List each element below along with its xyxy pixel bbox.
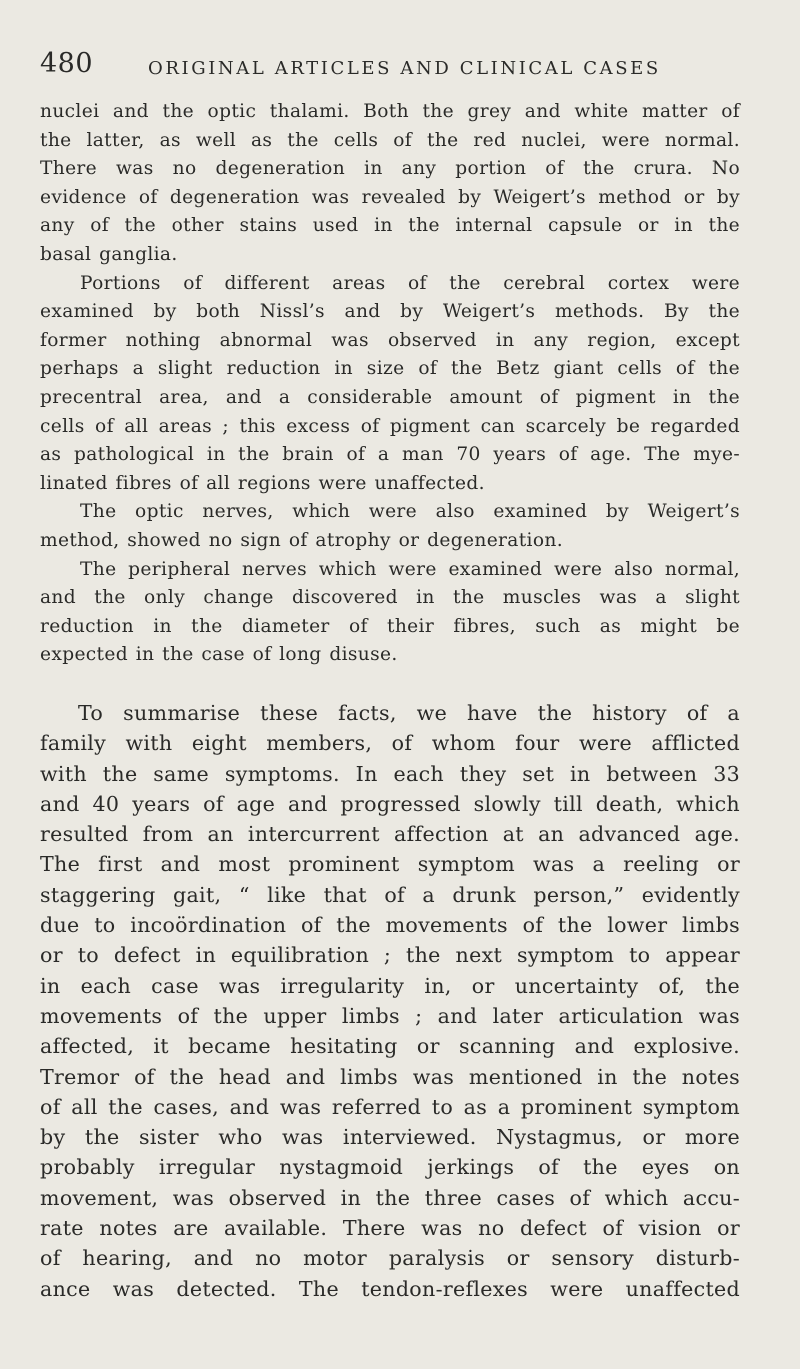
text-line: rate notes are available. There was no defect of vision or: [40, 1216, 740, 1241]
text-line: nuclei and the optic thalami. Both the grey and white matter of: [40, 101, 740, 122]
text-line: staggering gait, “ like that of a drunk person,” evidently: [40, 882, 740, 907]
text-line: Tremor of the head and limbs was mentioned in the notes: [40, 1064, 740, 1089]
text-line: movements of the upper limbs ; and later articulation was: [40, 1003, 740, 1028]
text-line: cells of all areas ; this excess of pigment can scarcely be regarded: [40, 415, 740, 437]
text-line: with the same symptoms. In each they set in between 33: [40, 761, 740, 786]
text-line: linated fibres of all regions were unaffected.: [40, 472, 485, 494]
text-line: The first and most prominent symptom was a reeling or: [40, 852, 740, 877]
paragraph-peripheral-nerves: [40, 556, 740, 670]
text-line: the latter, as well as the cells of the red nuclei, were normal.: [40, 129, 740, 151]
text-line: reduction in the diameter of their fibres, such as might be: [40, 615, 740, 637]
text-line: due to incoördination of the movements of the lower limbs: [40, 913, 740, 938]
paragraph-cerebral-cortex: [40, 270, 740, 499]
text-line: or to defect in equilibration ; the next symptom to appear: [40, 943, 740, 968]
text-line: any of the other stains used in the internal capsule or in the: [40, 215, 740, 237]
text-line: ance was detected. The tendon-reflexes were unaffected: [40, 1276, 740, 1301]
text-line: family with eight members, of whom four were afflicted: [40, 731, 740, 756]
page-number: 480: [40, 48, 94, 79]
paragraph-continued: [40, 98, 740, 270]
text-line: resulted from an intercurrent affection at an advanced age.: [40, 822, 740, 847]
text-line: former nothing abnormal was observed in any region, except: [40, 329, 740, 351]
text-line: expected in the case of long disuse.: [40, 644, 398, 666]
text-line: of all the cases, and was referred to as a prominent symptom: [40, 1094, 740, 1119]
text-line: of hearing, and no motor paralysis or sensory disturb-: [40, 1246, 740, 1271]
text-line: movement, was observed in the three cases of which accu-: [40, 1185, 740, 1210]
body-text-summary: [40, 698, 740, 1304]
text-line: examined by both Nissl’s and by Weigert’s methods. By the: [40, 301, 740, 323]
paragraph-optic-nerves: [40, 498, 740, 555]
body-text-upper: [40, 98, 740, 670]
text-line: The peripheral nerves which were examined were also normal,: [80, 558, 740, 580]
text-line: To summarise these facts, we have the history of a: [78, 701, 740, 725]
running-head: ORIGINAL ARTICLES AND CLINICAL CASES: [148, 58, 661, 79]
page-header: [40, 48, 752, 88]
paragraph-summary: [40, 698, 740, 1304]
text-line: precentral area, and a considerable amount of pigment in the: [40, 386, 740, 408]
text-line: perhaps a slight reduction in size of the Betz giant cells of the: [40, 358, 740, 380]
text-line: probably irregular nystagmoid jerkings of the eyes on: [40, 1155, 740, 1180]
text-line: evidence of degeneration was revealed by Weigert’s method or by: [40, 186, 740, 208]
text-line: by the sister who was interviewed. Nystagmus, or more: [40, 1125, 740, 1150]
text-line: in each case was irregularity in, or uncertainty of, the: [40, 973, 740, 998]
text-line: Portions of different areas of the cerebral cortex were: [80, 272, 740, 294]
text-line: There was no degeneration in any portion of the crura. No: [40, 158, 740, 180]
text-line: as pathological in the brain of a man 70 years of age. The mye-: [40, 444, 740, 466]
text-line: The optic nerves, which were also examined by Weigert’s: [80, 501, 740, 523]
text-line: and the only change discovered in the muscles was a slight: [40, 587, 740, 609]
text-line: method, showed no sign of atrophy or degeneration.: [40, 529, 563, 551]
text-line: basal ganglia.: [40, 243, 178, 265]
text-line: affected, it became hesitating or scanning and explosive.: [40, 1034, 740, 1059]
text-line: and 40 years of age and progressed slowly till death, which: [40, 791, 740, 816]
